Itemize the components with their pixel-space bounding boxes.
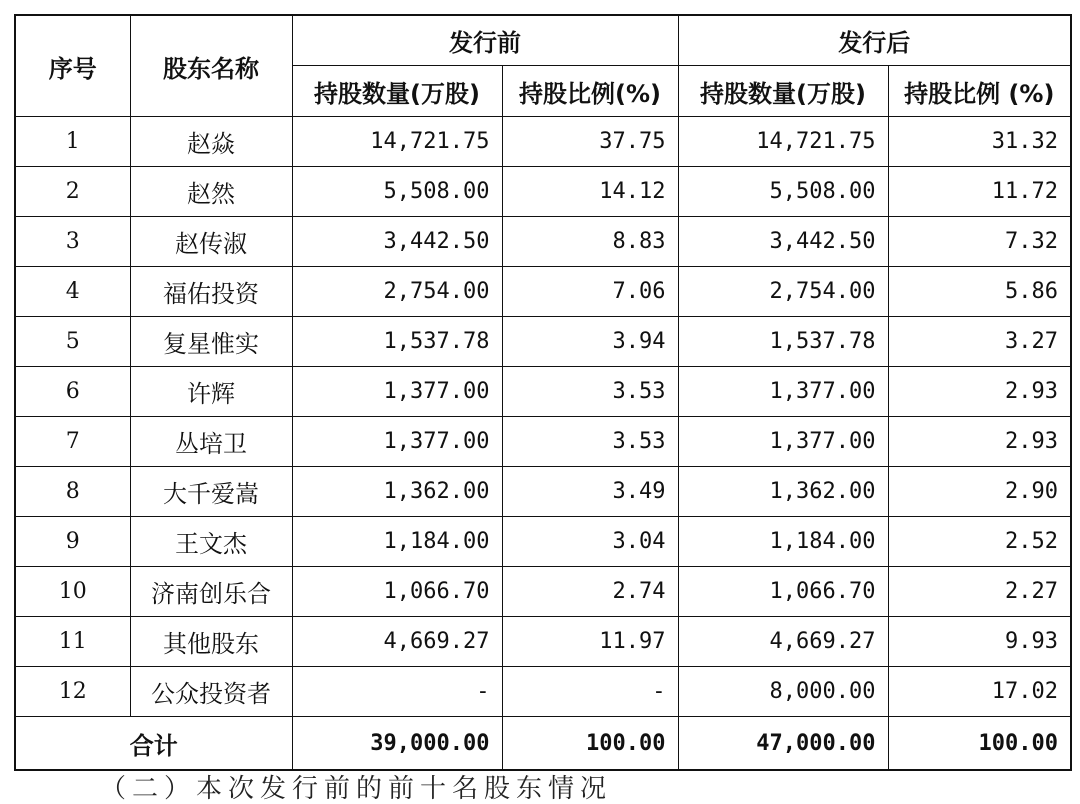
cell-after-qty: 14,721.75 xyxy=(678,117,888,167)
total-label: 合计 xyxy=(15,717,292,771)
table-row xyxy=(15,567,1071,617)
cell-after-pct: 2.52 xyxy=(888,517,1071,567)
cell-index: 8 xyxy=(15,467,130,517)
table-row xyxy=(15,267,1071,317)
total-row xyxy=(15,717,1071,771)
cell-name: 大千爱嵩 xyxy=(130,467,292,517)
header-before-issuance: 发行前 xyxy=(292,15,678,66)
cell-index: 4 xyxy=(15,267,130,317)
cell-after-pct: 5.86 xyxy=(888,267,1071,317)
cell-before-qty: 1,184.00 xyxy=(292,517,502,567)
table-row xyxy=(15,467,1071,517)
total-before-qty: 39,000.00 xyxy=(292,717,502,771)
table-row xyxy=(15,317,1071,367)
table-row xyxy=(15,617,1071,667)
cell-name: 济南创乐合 xyxy=(130,567,292,617)
header-after-issuance: 发行后 xyxy=(678,15,1071,66)
cell-after-pct: 11.72 xyxy=(888,167,1071,217)
cell-before-qty: 1,377.00 xyxy=(292,417,502,467)
cell-name: 公众投资者 xyxy=(130,667,292,717)
table-footer xyxy=(15,717,1071,771)
cell-before-qty: 3,442.50 xyxy=(292,217,502,267)
cell-before-qty: 5,508.00 xyxy=(292,167,502,217)
cell-after-qty: 5,508.00 xyxy=(678,167,888,217)
total-after-qty: 47,000.00 xyxy=(678,717,888,771)
cell-after-qty: 4,669.27 xyxy=(678,617,888,667)
cell-before-pct: 3.49 xyxy=(502,467,678,517)
cell-name: 福佑投资 xyxy=(130,267,292,317)
header-name: 股东名称 xyxy=(130,15,292,117)
total-before-pct: 100.00 xyxy=(502,717,678,771)
cell-before-qty: 14,721.75 xyxy=(292,117,502,167)
table-row xyxy=(15,417,1071,467)
cell-after-pct: 2.93 xyxy=(888,367,1071,417)
shareholding-table-container xyxy=(14,14,1070,771)
cell-after-pct: 2.27 xyxy=(888,567,1071,617)
table-row xyxy=(15,167,1071,217)
cell-before-pct: 37.75 xyxy=(502,117,678,167)
cell-before-qty: - xyxy=(292,667,502,717)
table-header xyxy=(15,15,1071,117)
cell-index: 11 xyxy=(15,617,130,667)
next-section-heading-cropped xyxy=(100,774,700,804)
cell-index: 9 xyxy=(15,517,130,567)
cell-name: 赵焱 xyxy=(130,117,292,167)
cell-after-qty: 1,377.00 xyxy=(678,367,888,417)
cell-index: 10 xyxy=(15,567,130,617)
cell-name: 复星惟实 xyxy=(130,317,292,367)
header-before-pct: 持股比例(%) xyxy=(502,66,678,117)
cell-name: 许辉 xyxy=(130,367,292,417)
header-row-1 xyxy=(15,15,1071,66)
cell-before-qty: 1,362.00 xyxy=(292,467,502,517)
cell-after-qty: 3,442.50 xyxy=(678,217,888,267)
next-section-heading-text: （二）本次发行前的前十名股东情况 xyxy=(100,774,613,804)
cell-before-qty: 4,669.27 xyxy=(292,617,502,667)
cell-before-pct: 3.53 xyxy=(502,367,678,417)
cell-before-pct: 2.74 xyxy=(502,567,678,617)
table-row xyxy=(15,217,1071,267)
cell-after-pct: 31.32 xyxy=(888,117,1071,167)
cell-name: 王文杰 xyxy=(130,517,292,567)
cell-after-qty: 1,184.00 xyxy=(678,517,888,567)
cell-index: 5 xyxy=(15,317,130,367)
cell-after-qty: 8,000.00 xyxy=(678,667,888,717)
table-body xyxy=(15,117,1071,717)
cell-name: 赵传淑 xyxy=(130,217,292,267)
cell-before-pct: 3.04 xyxy=(502,517,678,567)
table-row xyxy=(15,117,1071,167)
header-index: 序号 xyxy=(15,15,130,117)
cell-after-pct: 2.90 xyxy=(888,467,1071,517)
table-row xyxy=(15,667,1071,717)
cell-after-pct: 2.93 xyxy=(888,417,1071,467)
cell-index: 7 xyxy=(15,417,130,467)
cell-before-pct: 8.83 xyxy=(502,217,678,267)
cell-after-pct: 7.32 xyxy=(888,217,1071,267)
cell-after-pct: 17.02 xyxy=(888,667,1071,717)
cell-before-pct: - xyxy=(502,667,678,717)
header-after-qty: 持股数量(万股) xyxy=(678,66,888,117)
cell-name: 赵然 xyxy=(130,167,292,217)
table-row xyxy=(15,517,1071,567)
cell-after-qty: 1,377.00 xyxy=(678,417,888,467)
cell-index: 6 xyxy=(15,367,130,417)
cell-after-qty: 1,537.78 xyxy=(678,317,888,367)
cell-index: 3 xyxy=(15,217,130,267)
cell-after-qty: 1,066.70 xyxy=(678,567,888,617)
cell-before-pct: 3.53 xyxy=(502,417,678,467)
cell-name: 其他股东 xyxy=(130,617,292,667)
cell-index: 2 xyxy=(15,167,130,217)
total-after-pct: 100.00 xyxy=(888,717,1071,771)
cell-before-pct: 14.12 xyxy=(502,167,678,217)
cell-before-pct: 11.97 xyxy=(502,617,678,667)
cell-before-pct: 3.94 xyxy=(502,317,678,367)
cell-before-qty: 1,537.78 xyxy=(292,317,502,367)
cell-after-pct: 3.27 xyxy=(888,317,1071,367)
shareholding-table xyxy=(14,14,1072,771)
cell-before-pct: 7.06 xyxy=(502,267,678,317)
header-after-pct: 持股比例 (%) xyxy=(888,66,1071,117)
cell-before-qty: 1,377.00 xyxy=(292,367,502,417)
cell-index: 1 xyxy=(15,117,130,167)
table-row xyxy=(15,367,1071,417)
cell-after-qty: 1,362.00 xyxy=(678,467,888,517)
cell-name: 丛培卫 xyxy=(130,417,292,467)
cell-before-qty: 2,754.00 xyxy=(292,267,502,317)
cell-after-qty: 2,754.00 xyxy=(678,267,888,317)
cell-before-qty: 1,066.70 xyxy=(292,567,502,617)
cell-index: 12 xyxy=(15,667,130,717)
header-before-qty: 持股数量(万股) xyxy=(292,66,502,117)
cell-after-pct: 9.93 xyxy=(888,617,1071,667)
